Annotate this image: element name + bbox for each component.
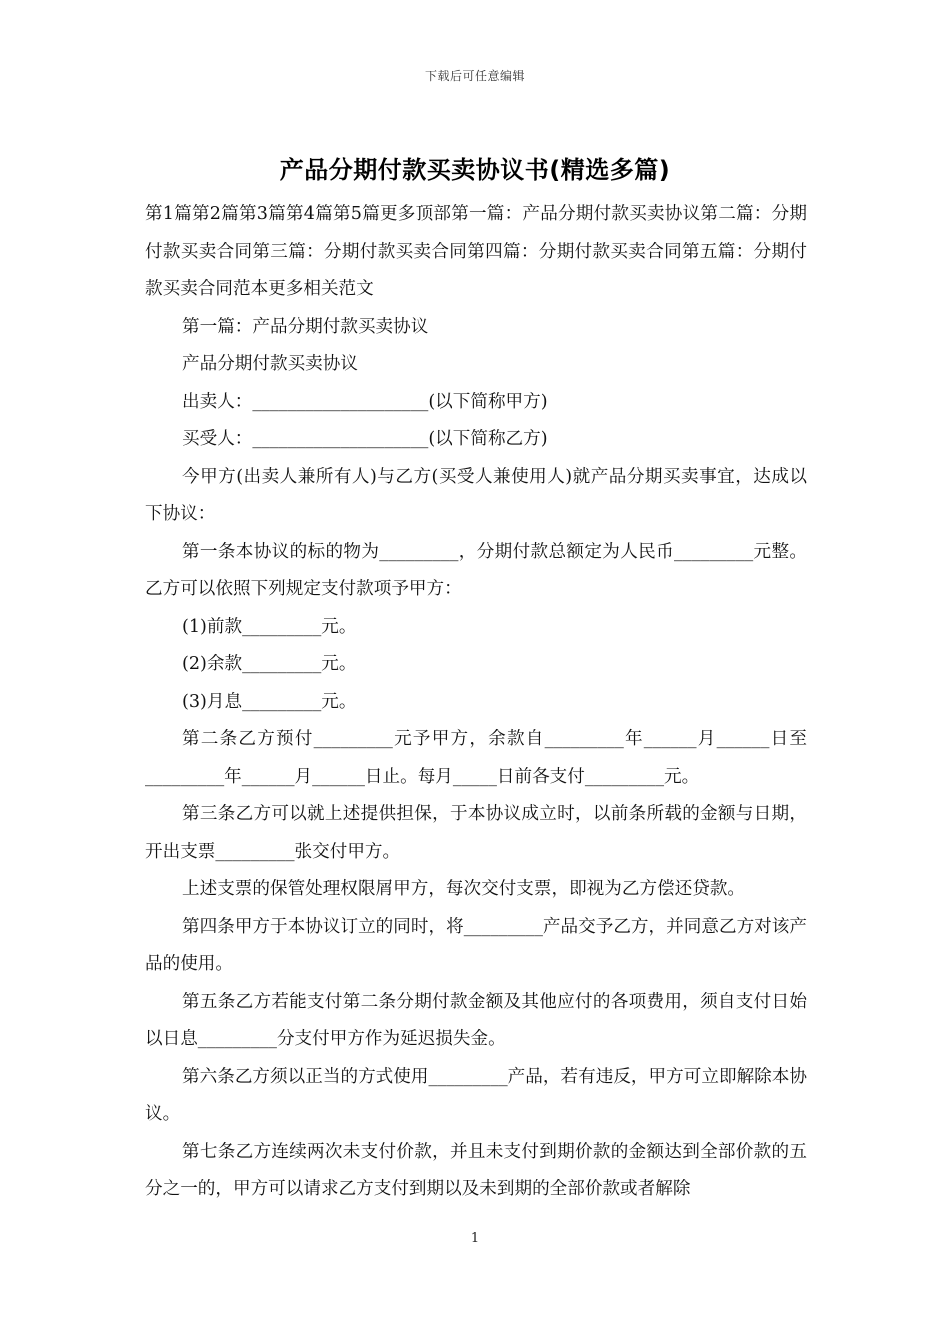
paragraph: 今甲方(出卖人兼所有人)与乙方(买受人兼使用人)就产品分期买卖事宜，达成以下协议： — [145, 466, 807, 524]
document-title: 产品分期付款买卖协议书(精选多篇) — [279, 156, 671, 184]
article-5: 第五条乙方若能支付第二条分期付款金额及其他应付的各项费用，须自支付日始以日息_________分支付甲方作为延迟损失金。 — [145, 991, 807, 1049]
buyer-line: 买受人：____________________(以下简称乙方) — [182, 429, 548, 449]
list-item: (2)余款_________元。 — [182, 654, 357, 674]
paragraph: 上述支票的保管处理权限屑甲方，每次交付支票，即视为乙方偿还贷款。 — [182, 879, 746, 899]
paragraph: 第一篇：产品分期付款买卖协议 — [182, 316, 429, 337]
article-3: 第三条乙方可以就上述提供担保，于本协议成立时，以前条所载的金额与日期，开出支票_________张交付甲方。 — [145, 804, 807, 862]
document-body — [145, 196, 807, 1209]
paragraph: 产品分期付款买卖协议 — [182, 354, 358, 374]
toc-paragraph: 第1篇第2篇第3篇第4篇第5篇更多顶部第一篇：产品分期付款买卖协议第二篇：分期付款买卖合同第三篇：分期付款买卖合同第四篇：分期付款买卖合同第五篇：分期付款买卖合同范本更多相关范文 — [145, 204, 807, 299]
seller-line: 出卖人：____________________(以下简称甲方) — [182, 391, 548, 412]
header-note: 下载后可任意编辑 — [424, 69, 525, 83]
page-number: 1 — [470, 1231, 480, 1246]
list-item: (3)月息_________元。 — [182, 691, 357, 712]
article-7: 第七条乙方连续两次未支付价款，并且未支付到期价款的金额达到全部价款的五分之一的，甲方可以请求乙方支付到期以及未到期的全部价款或者解除 — [145, 1141, 807, 1199]
article-1: 第一条本协议的标的物为_________，分期付款总额定为人民币_________元整。乙方可以依照下列规定支付款项予甲方： — [145, 541, 807, 599]
list-item: (1)前款_________元。 — [182, 616, 357, 637]
article-6: 第六条乙方须以正当的方式使用_________产品，若有违反，甲方可立即解除本协议。 — [145, 1066, 807, 1124]
article-4: 第四条甲方于本协议订立的同时，将_________产品交予乙方，并同意乙方对该产品的使用。 — [145, 916, 807, 974]
article-2: 第二条乙方预付_________元予甲方，余款自_________年______月______日至_________年______月______日止。每月_____日前各支付_________元。 — [145, 729, 807, 787]
